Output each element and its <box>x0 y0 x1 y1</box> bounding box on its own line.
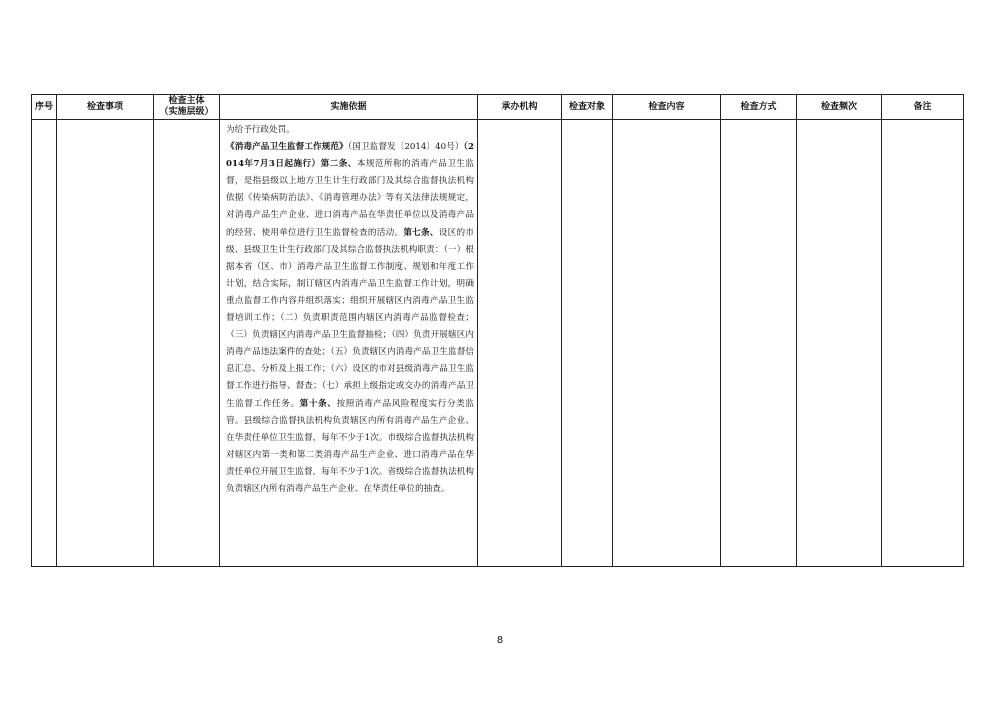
basis-segment: 按照消毒产品风险程度实行分类监管。县级综合监督执法机构负责辖区内所有消毒产品生产企业、在华责任单位卫生监督，每年不少于1次。市级综合监督执法机构对辖区内第一类和第二类消毒产品生产企业、进口消毒产品在华责任单位开展卫生监督，每年不少于1次。省级综合监督执法机构负责辖区内所有消毒产品生产企业、在华责任单位的抽查。 <box>226 398 474 494</box>
cell-item <box>57 120 154 567</box>
cell-remark <box>882 120 964 567</box>
cell-subject <box>154 120 220 567</box>
header-remark: 备注 <box>882 95 964 120</box>
table-header-row <box>32 95 964 120</box>
header-agency: 承办机构 <box>478 95 562 120</box>
header-seq: 序号 <box>32 95 57 120</box>
basis-segment: 本规范所称的消毒产品卫生监督，是指县级以上地方卫生计生行政部门及其综合监督执法机构依据《传染病防治法》、《消毒管理办法》等有关法律法规规定，对消毒产品生产企业、进口消毒产品在华责任单位以及消毒产品的经营、使用单位进行卫生监督检查的活动。 <box>226 159 474 238</box>
inspection-table <box>31 94 964 567</box>
cell-method <box>721 120 797 567</box>
page-number: 8 <box>496 635 504 646</box>
header-method: 检查方式 <box>721 95 797 120</box>
header-content: 检查内容 <box>613 95 721 120</box>
header-frequency: 检查频次 <box>797 95 882 120</box>
basis-text <box>220 120 477 498</box>
cell-target <box>562 120 613 567</box>
table-row <box>32 120 964 567</box>
basis-segment: 第七条、 <box>403 227 439 238</box>
basis-segment: 设区的市级、县级卫生计生行政部门及其综合监督执法机构职责：（一）根据本省（区、市）消毒产品卫生监督工作制度、规划和年度工作计划，结合实际，制订辖区内消毒产品卫生监督工作计划，明确重点监督工作内容并组织落实；组织开展辖区内消毒产品卫生监督培训工作；（二）负责职责范围内辖区内消毒产品监督检查；（三）负责辖区内消毒产品卫生监督抽检；（四）负责开展辖区内消毒产品违法案件的查处；（五）负责辖区内消毒产品卫生监督信息汇总、分析及上报工作；（六）设区的市对县级消毒产品卫生监督工作进行指导、督查；（七）承担上级指定或交办的消毒产品卫生监督工作任务。 <box>226 227 474 409</box>
cell-agency <box>478 120 562 567</box>
header-subject <box>154 95 220 120</box>
cell-content <box>613 120 721 567</box>
header-target: 检查对象 <box>562 95 613 120</box>
cell-basis <box>220 120 478 567</box>
header-subject-line2: （实施层级） <box>159 107 214 117</box>
basis-segment: 《消毒产品卫生监督工作规范》 <box>226 142 348 153</box>
header-subject-line1: 检查主体 <box>168 96 205 106</box>
header-basis: 实施依据 <box>220 95 478 120</box>
cell-frequency <box>797 120 882 567</box>
basis-segment: 第十条、 <box>299 398 337 409</box>
cell-seq <box>32 120 57 567</box>
basis-segment: （国卫监督发〔2014〕40号） <box>347 142 464 153</box>
basis-segment: （2014年7月3日起施行）第二条、 <box>226 142 474 170</box>
header-item: 检查事项 <box>57 95 154 120</box>
basis-segment: 为给予行政处罚。 <box>226 125 295 135</box>
